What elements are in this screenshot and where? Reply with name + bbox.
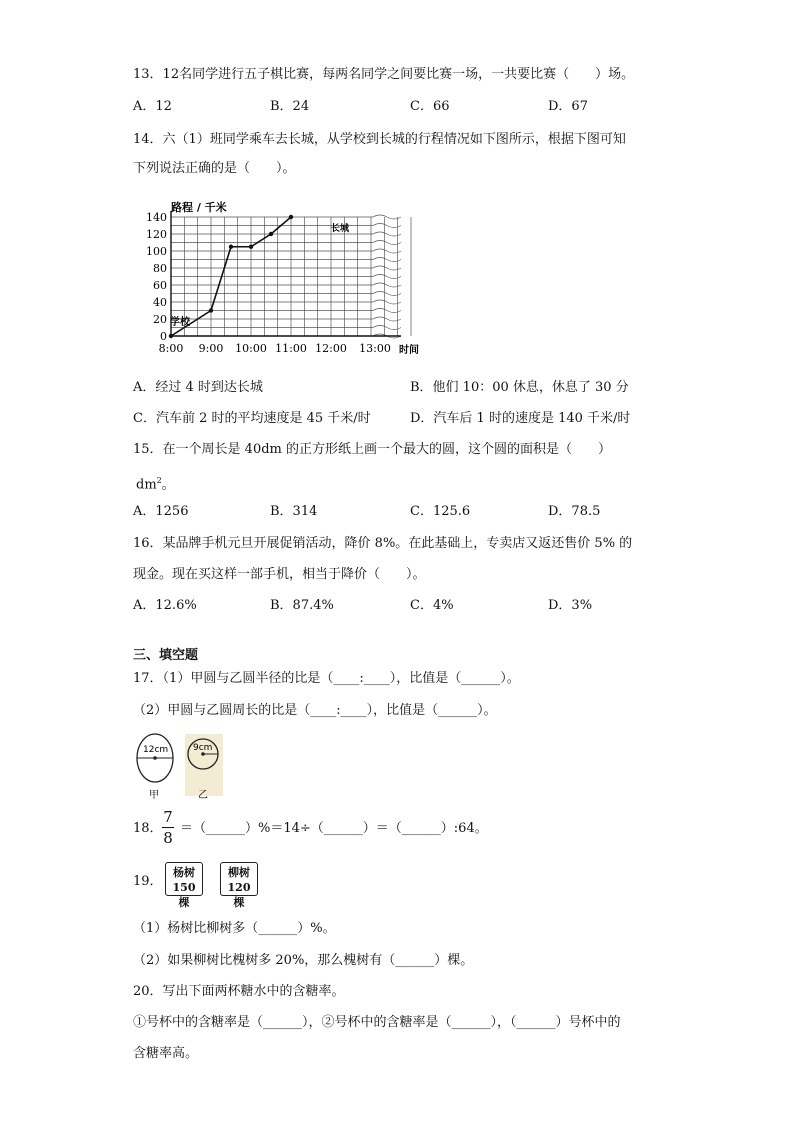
q16-stem-line1: 16．某品牌手机元旦开展促销活动，降价 8%。在此基础上，专卖店又返还售价 5% 的 [133, 536, 633, 551]
distance-time-chart [133, 195, 433, 360]
q14-option-b: B．他们 10：00 休息，休息了 30 分 [410, 380, 629, 395]
x-tick-label: 8:00 [158, 342, 184, 355]
q16-option-b: B．87.4% [270, 598, 334, 613]
y-tick-label: 20 [153, 313, 167, 326]
chart-grid [171, 215, 411, 338]
y-tick-label: 100 [146, 245, 167, 258]
q13-stem: 13．12名同学进行五子棋比赛，每两名同学之间要比赛一场，一共要比赛（ ）场。 [133, 67, 635, 82]
q15-unit-tail: 。 [161, 477, 175, 493]
q18-numerator: 7 [163, 808, 173, 826]
grid-wave [373, 215, 401, 219]
grid-wave [373, 266, 401, 270]
grid-wave [373, 275, 401, 279]
x-tick-label: 12:00 [315, 342, 347, 355]
q14-option-d: D．汽车后 1 时的速度是 140 千米/时 [410, 411, 631, 426]
willow-sign-count: 120 棵 [227, 881, 251, 909]
q17-line1: 17．（1）甲圆与乙圆半径的比是（____:____），比值是（______）。 [133, 671, 520, 686]
q15-option-d: D．78.5 [548, 504, 601, 519]
q18-fraction [162, 808, 174, 847]
series-point [229, 245, 233, 249]
q15-option-b: B．314 [270, 504, 318, 519]
grid-wave [373, 326, 401, 330]
grid-wave [373, 249, 401, 253]
chart-yticks [146, 211, 167, 343]
willow-sign-name: 柳树 [228, 866, 250, 879]
grid-wave [373, 300, 401, 304]
q19-number: 19． [133, 874, 163, 889]
q17-line2: （2）甲圆与乙圆周长的比是（____:____），比值是（______）。 [133, 703, 497, 718]
q13-option-c: C．66 [410, 99, 450, 114]
y-tick-label: 60 [153, 279, 167, 292]
q13-option-a: A．12 [133, 99, 172, 114]
willow-sign [220, 862, 258, 909]
x-tick-label: 9:00 [198, 342, 224, 355]
series-point [209, 308, 213, 312]
grid-wave [373, 241, 401, 245]
q13-option-b: B．24 [270, 99, 310, 114]
chart-ylabel: 路程 / 千米 [171, 201, 227, 214]
q15-unit-sup: 2 [156, 476, 162, 485]
q15-option-c: C．125.6 [410, 504, 471, 519]
section-title: 三、填空题 [133, 648, 199, 663]
q14-stem-line2: 下列说法正确的是（ ）。 [133, 161, 296, 176]
q19-part2: （2）如果柳树比槐树多 20%，那么槐树有（______）棵。 [133, 953, 474, 968]
series-point [289, 215, 293, 219]
q14-option-a: A．经过 4 时到达长城 [133, 380, 263, 395]
q19-part1: （1）杨树比柳树多（______）%。 [133, 921, 336, 936]
q16-option-d: D．3% [548, 598, 593, 613]
x-tick-label: 11:00 [275, 342, 307, 355]
poplar-sign [165, 862, 203, 909]
grid-wave [373, 309, 401, 313]
q16-stem-line2: 现金。现在买这样一部手机，相当于降价（ ）。 [133, 567, 426, 582]
chart-xlabel: 时间 [399, 345, 419, 356]
q17-circles-figure [135, 730, 225, 802]
q20-stem: 20．写出下面两杯糖水中的含糖率。 [133, 984, 345, 999]
y-tick-label: 120 [146, 228, 167, 241]
q14-option-c: C．汽车前 2 时的平均速度是 45 千米/时 [133, 411, 371, 426]
q16-option-a: A．12.6% [133, 598, 197, 613]
circle-jia-label: 12cm [143, 745, 169, 755]
q14-stem-line1: 14．六（1）班同学乘车去长城，从学校到长城的行程情况如下图所示，根据下图可知 [133, 132, 626, 147]
chart-xticks [159, 342, 391, 355]
grid-wave [373, 258, 401, 262]
series-point [249, 245, 253, 249]
q15-unit-text: dm [136, 477, 157, 493]
y-tick-label: 40 [153, 296, 167, 309]
grid-wave [373, 224, 401, 228]
grid-wave [373, 317, 401, 321]
poplar-sign-count: 150 棵 [172, 881, 196, 909]
q18-denominator: 8 [163, 829, 173, 847]
series-point [169, 334, 173, 338]
circle-yi-label: 9cm [193, 743, 213, 753]
x-tick-label: 13:00 [359, 342, 391, 355]
q16-option-c: C．4% [410, 598, 454, 613]
y-tick-label: 140 [146, 211, 167, 224]
chart-start-label: 学校 [170, 317, 190, 328]
y-tick-label: 0 [160, 330, 167, 343]
q18-equation: ＝（______）%＝14÷（______）＝（______）:64。 [180, 821, 488, 836]
chart-axes [171, 211, 401, 336]
q20-line1: ①号杯中的含糖率是（______），②号杯中的含糖率是（______），（______）号杯中的 [133, 1015, 621, 1030]
x-tick-label: 10:00 [235, 342, 267, 355]
grid-wave [373, 292, 401, 296]
circle-jia-name: 甲 [149, 790, 159, 801]
circle-yi-name: 乙 [198, 790, 208, 801]
poplar-sign-name: 杨树 [173, 866, 195, 879]
q13-option-d: D．67 [548, 99, 588, 114]
grid-wave [373, 283, 401, 287]
q15-stem: 15．在一个周长是 40dm 的正方形纸上画一个最大的圆，这个圆的面积是（ ） [133, 442, 611, 457]
q15-option-a: A．1256 [133, 504, 189, 519]
q18-number: 18． [133, 821, 163, 836]
series-point [269, 232, 273, 236]
y-tick-label: 80 [153, 262, 167, 275]
q15-unit [136, 472, 175, 494]
chart-end-label: 长城 [331, 224, 350, 234]
grid-wave [373, 232, 401, 236]
q20-line2: 含糖率高。 [133, 1046, 199, 1061]
circle-jia-center [153, 756, 157, 760]
